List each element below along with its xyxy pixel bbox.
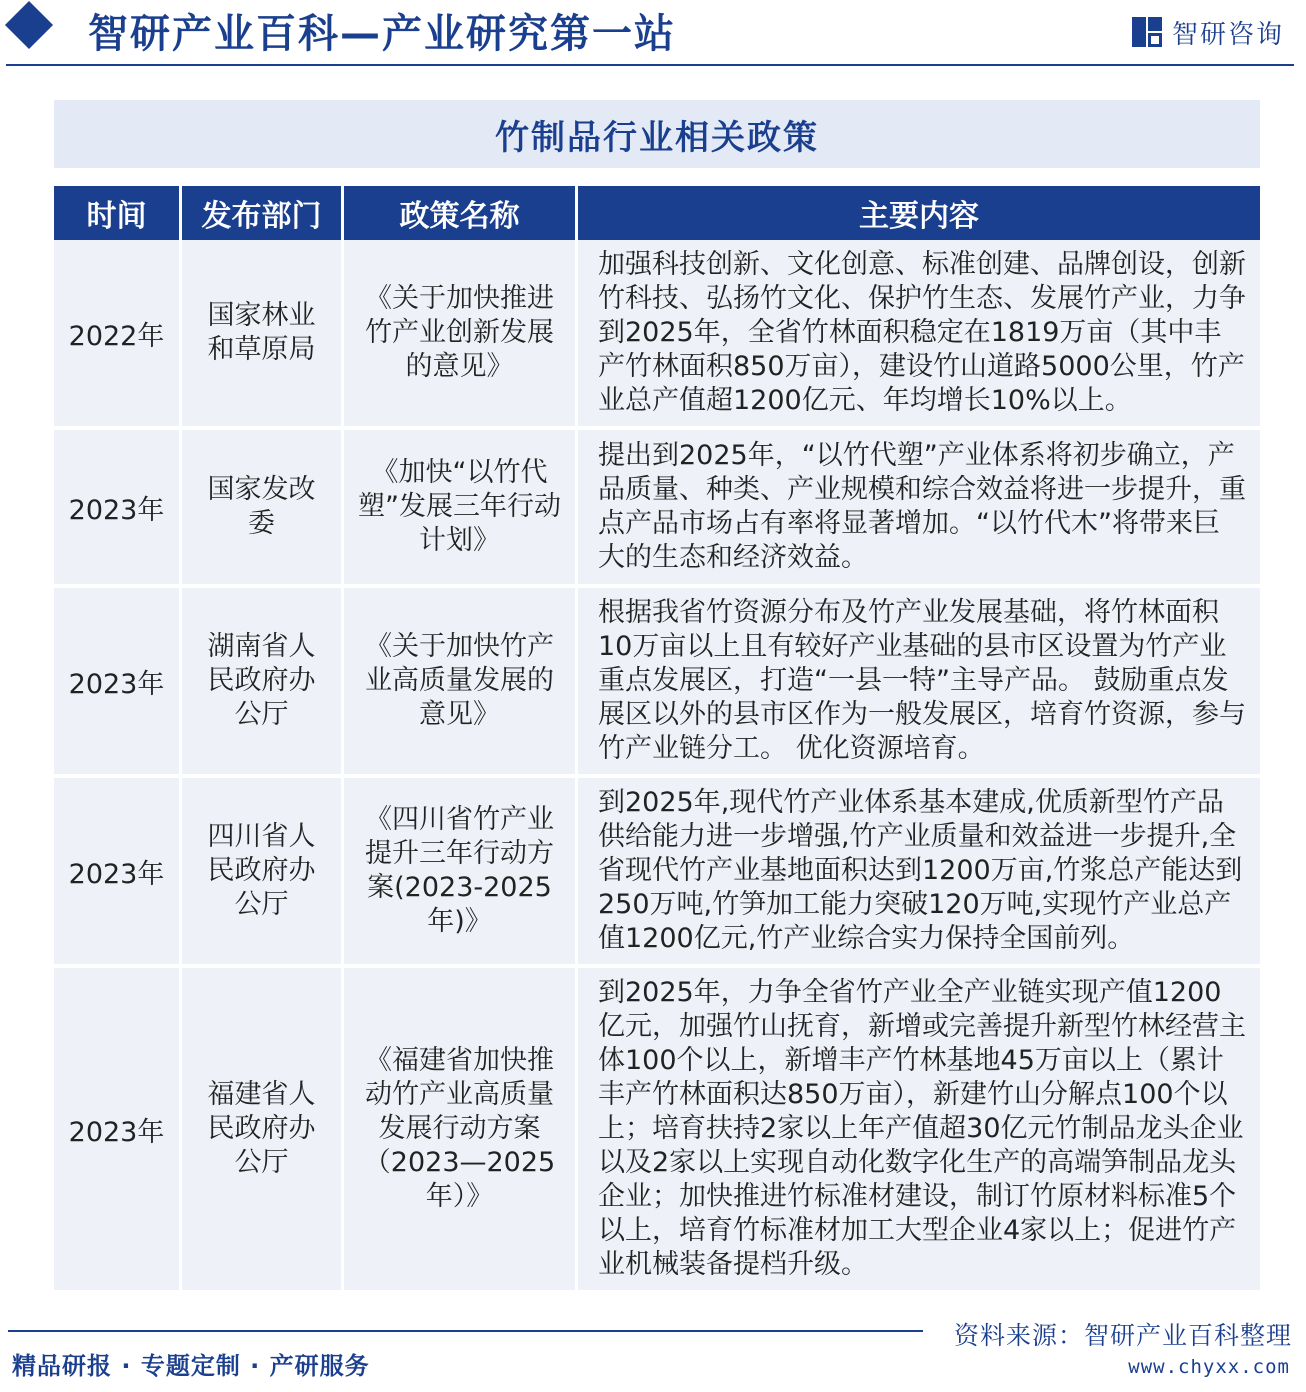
cell-content: 加强科技创新、文化创意、标准创建、品牌创设，创新竹科技、弘扬竹文化、保护竹生态、发展竹产业，力争到2025年，全省竹林面积稳定在1819万亩（其中丰产竹林面积850万亩），建设竹山道路5000公里，竹产业总产值超1200亿元、年均增长10%以上。 — [578, 240, 1260, 430]
cell-dept: 福建省人民政府办公厅 — [182, 968, 344, 1294]
cell-content: 到2025年，力争全省竹产业全产业链实现产值1200亿元，加强竹山抚育，新增或完善提升新型竹林经营主体100个以上，新增丰产竹林基地45万亩以上（累计丰产竹林面积达850万亩），新建竹山分解点100个以上；培育扶持2家以上年产值超30亿元竹制品龙头企业以及2家以上实现自动化数字化生产的高端笋制品龙头企业；加快推进竹标准材建设，制订竹原材料标准5个以上，培育竹标准材加工大型企业4家以上；促进竹产业机械装备提档升级。 — [578, 968, 1260, 1294]
cell-policy-name: 《关于加快竹产业高质量发展的意见》 — [344, 588, 578, 778]
cell-time: 2023年 — [54, 588, 182, 778]
brand-mark-icon — [1132, 17, 1162, 47]
brand-name: 智研咨询 — [1171, 19, 1284, 50]
table-row — [54, 778, 1260, 968]
column-header-dept: 发布部门 — [182, 186, 344, 240]
policy-table — [54, 186, 1260, 1294]
diamond-icon — [5, 1, 53, 49]
cell-content: 根据我省竹资源分布及竹产业发展基础，将竹林面积10万亩以上且有较好产业基础的县市区设置为竹产业重点发展区，打造“一县一特”主导产品。 鼓励重点发展区以外的县市区作为一般发展区，培育竹资源，参与竹产业链分工。 优化资源培育。 — [578, 588, 1260, 778]
cell-content: 提出到2025年，“以竹代塑”产业体系将初步确立，产品质量、种类、产业规模和综合效益将进一步提升，重点产品市场占有率将显著增加。“以竹代木”将带来巨大的生态和经济效益。 — [578, 430, 1260, 588]
cell-policy-name: 《福建省加快推动竹产业高质量发展行动方案（2023—2025年）》 — [344, 968, 578, 1294]
cell-policy-name: 《四川省竹产业提升三年行动方案(2023-2025年)》 — [344, 778, 578, 968]
table-row — [54, 588, 1260, 778]
cell-time: 2022年 — [54, 240, 182, 430]
cell-time: 2023年 — [54, 778, 182, 968]
table-title: 竹制品行业相关政策 — [495, 117, 819, 158]
cell-content: 到2025年,现代竹产业体系基本建成,优质新型竹产品供给能力进一步增强,竹产业质量和效益进一步提升,全省现代竹产业基地面积达到1200万亩,竹浆总产能达到250万吨,竹笋加工能力突破120万吨,实现竹产业总产值1200亿元,竹产业综合实力保持全国前列。 — [578, 778, 1260, 968]
footer-divider — [8, 1330, 923, 1332]
cell-dept: 四川省人民政府办公厅 — [182, 778, 344, 968]
website-url: www.chyxx.com — [1128, 1356, 1290, 1378]
cell-policy-name: 《关于加快推进竹产业创新发展的意见》 — [344, 240, 578, 430]
cell-dept: 湖南省人民政府办公厅 — [182, 588, 344, 778]
footer-tagline: 精品研报 · 专题定制 · 产研服务 — [12, 1352, 370, 1380]
cell-time: 2023年 — [54, 968, 182, 1294]
cell-time: 2023年 — [54, 430, 182, 588]
cell-policy-name: 《加快“以竹代塑”发展三年行动计划》 — [344, 430, 578, 588]
source-note: 资料来源：智研产业百科整理 — [953, 1321, 1292, 1350]
header-divider — [6, 64, 1294, 66]
column-header-content: 主要内容 — [578, 186, 1260, 240]
column-header-name: 政策名称 — [344, 186, 578, 240]
brand-logo — [1132, 14, 1284, 50]
table-header-row — [54, 186, 1260, 240]
page-title: 智研产业百科—产业研究第一站 — [88, 11, 676, 57]
table-row — [54, 240, 1260, 430]
table-title-band — [54, 100, 1260, 168]
column-header-time: 时间 — [54, 186, 182, 240]
cell-dept: 国家发改委 — [182, 430, 344, 588]
page-header — [0, 0, 1306, 68]
table-row — [54, 968, 1260, 1294]
cell-dept: 国家林业和草原局 — [182, 240, 344, 430]
table-row — [54, 430, 1260, 588]
